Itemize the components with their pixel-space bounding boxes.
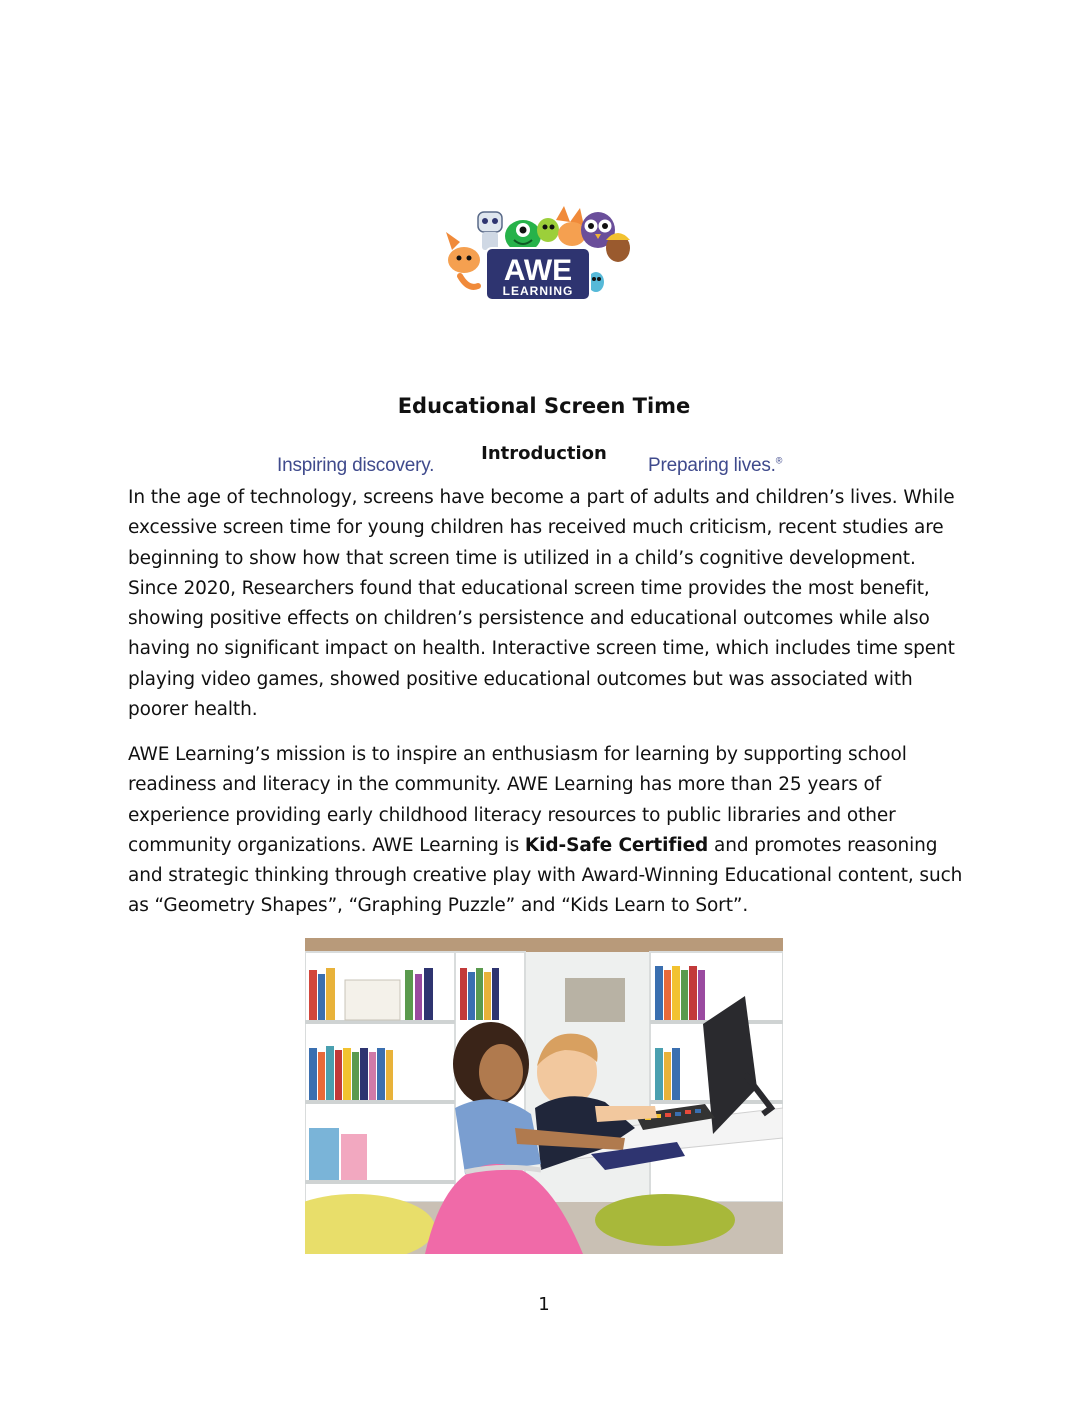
- intro-paragraph-2: AWE Learning’s mission is to inspire an enthusiasm for learning by supporting school readiness and literacy in the community. AWE Learning has more than 25 years of experience providing early childhood literacy resources to public libraries and other community organizations. AWE Learning is Kid-Safe Certified and promotes reasoning and strategic thinking through creative play with Award-Winning Educational content, such as “Geometry Shapes”, “Graphing Puzzle” and “Kids Learn to Sort”.: [128, 744, 963, 917]
- tagline-right: Preparing lives.®: [648, 455, 783, 476]
- document-title: Educational Screen Time: [397, 394, 691, 418]
- tagline-left: Inspiring discovery.: [277, 455, 435, 476]
- logo-text-learning: LEARNING: [502, 284, 574, 298]
- intro-paragraph-1: In the age of technology, screens have become a part of adults and children’s lives. While excessive screen time for young children has received much criticism, recent studies are beginning to show how that screen time is utilized in a child’s cognitive development. Since 2020, Researchers found that educational screen time provides the most benefit, showing positive effects on children’s persistence and educational outcomes while also having no significant impact on health. Interactive screen time, which includes time spent playing video games, showed positive educational outcomes but was associated with poorer health.: [128, 487, 955, 721]
- kid-safe-certified-text: Kid-Safe Certified: [524, 834, 709, 856]
- awe-learning-badge: [438, 198, 638, 310]
- section-heading: Introduction: [481, 443, 607, 464]
- page-number: 1: [538, 1294, 550, 1315]
- children-computer-photo: [305, 938, 783, 1254]
- logo-text-awe: AWE: [503, 254, 573, 287]
